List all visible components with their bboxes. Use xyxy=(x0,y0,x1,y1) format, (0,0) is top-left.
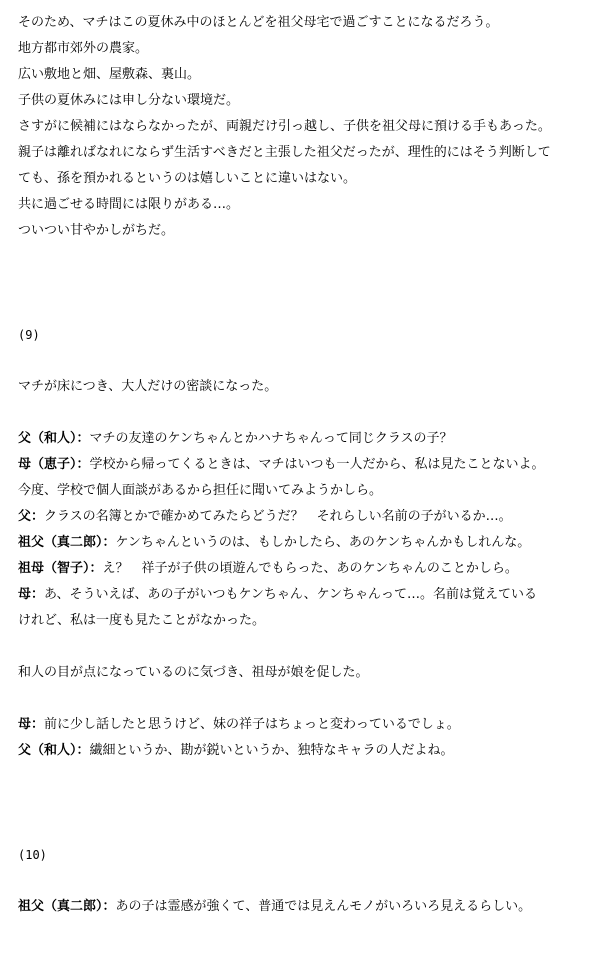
speaker-name: 母： xyxy=(18,717,45,732)
paragraph-line: そのため、マチはこの夏休み中のほとんどを祖父母宅で過ごすことになるだろう。 xyxy=(18,15,499,30)
dialogue-line xyxy=(18,426,609,452)
speaker-name: 祖母（智子）： xyxy=(18,561,103,576)
blank-line xyxy=(18,296,609,322)
dialogue-line xyxy=(18,894,609,920)
dialogue-text: え？ 祥子が子供の頃遊んでもらった、あのケンちゃんのことかしら。 xyxy=(102,561,518,576)
blank-line xyxy=(18,816,609,842)
dialogue-text: 学校から帰ってくるときは、マチはいつも一人だから、私は見たことないよ。 xyxy=(89,457,545,472)
speaker-name: 父： xyxy=(18,509,45,524)
dialogue-line xyxy=(18,582,609,608)
dialogue-text: ケンちゃんというのは、もしかしたら、あのケンちゃんかもしれんな。 xyxy=(115,535,531,550)
speaker-name: 祖父（真二郎）： xyxy=(18,899,116,914)
dialogue-line xyxy=(18,712,609,738)
section-number xyxy=(18,322,609,348)
paragraph-line: 親子は離ればなれにならず生活すべきだと主張した祖父だったが、理性的にはそう判断して xyxy=(18,145,551,160)
dialogue-line xyxy=(18,738,609,764)
paragraph-line: さすがに候補にはならなかったが、両親だけ引っ越し、子供を祖父母に預ける手もあった。 xyxy=(18,119,551,134)
dialogue-line xyxy=(18,452,609,478)
blank-line xyxy=(18,634,609,660)
dialogue-text: 繊細というか、勘が鋭いというか、独特なキャラの人だよね。 xyxy=(89,743,454,758)
speaker-name: 母（恵子）： xyxy=(18,457,90,472)
paragraph-line: 子供の夏休みには申し分ない環境だ。 xyxy=(18,93,240,108)
speaker-name: 母： xyxy=(18,587,45,602)
paragraph-line: マチが床につき、大人だけの密談になった。 xyxy=(18,379,278,394)
section-number-text: (10) xyxy=(18,848,47,862)
blank-line xyxy=(18,244,609,270)
dialogue-text: あの子は霊感が強くて、普通では見えんモノがいろいろ見えるらしい。 xyxy=(115,899,532,914)
section-number xyxy=(18,842,609,868)
dialogue-text: マチの友達のケンちゃんとかハナちゃんって同じクラスの子？ xyxy=(89,431,453,446)
paragraph-line: 広い敷地と畑、屋敷森、裏山。 xyxy=(18,67,201,82)
speaker-name: 父（和人）： xyxy=(18,743,90,758)
paragraph-line: けれど、私は一度も見たことがなかった。 xyxy=(18,613,266,628)
dialogue-line xyxy=(18,530,609,556)
blank-line xyxy=(18,764,609,790)
blank-line xyxy=(18,790,609,816)
dialogue-text: 前に少し話したと思うけど、妹の祥子はちょっと変わっているでしょ。 xyxy=(44,717,460,732)
dialogue-text: あ、そういえば、あの子がいつもケンちゃん、ケンちゃんって…。名前は覚えている xyxy=(44,587,537,602)
paragraph-line: 地方都市郊外の農家。 xyxy=(18,41,149,56)
dialogue-line xyxy=(18,504,609,530)
blank-line xyxy=(18,348,609,374)
blank-line xyxy=(18,270,609,296)
paragraph-line: 今度、学校で個人面談があるから担任に聞いてみようかしら。 xyxy=(18,483,383,498)
paragraph-line: ついつい甘やかしがちだ。 xyxy=(18,223,175,238)
blank-line xyxy=(18,400,609,426)
dialogue-text: クラスの名簿とかで確かめてみたらどうだ？ それらしい名前の子がいるか…。 xyxy=(44,509,512,524)
dialogue-line xyxy=(18,556,609,582)
blank-line xyxy=(18,686,609,712)
speaker-name: 祖父（真二郎）： xyxy=(18,535,116,550)
blank-line xyxy=(18,868,609,894)
section-number-text: (9) xyxy=(18,328,40,342)
speaker-name: 父（和人）： xyxy=(18,431,90,446)
paragraph-line: 共に過ごせる時間には限りがある…。 xyxy=(18,197,240,212)
paragraph-line: 和人の目が点になっているのに気づき、祖母が娘を促した。 xyxy=(18,665,369,680)
paragraph-line: ても、孫を預かれるというのは嬉しいことに違いはない。 xyxy=(18,171,357,186)
